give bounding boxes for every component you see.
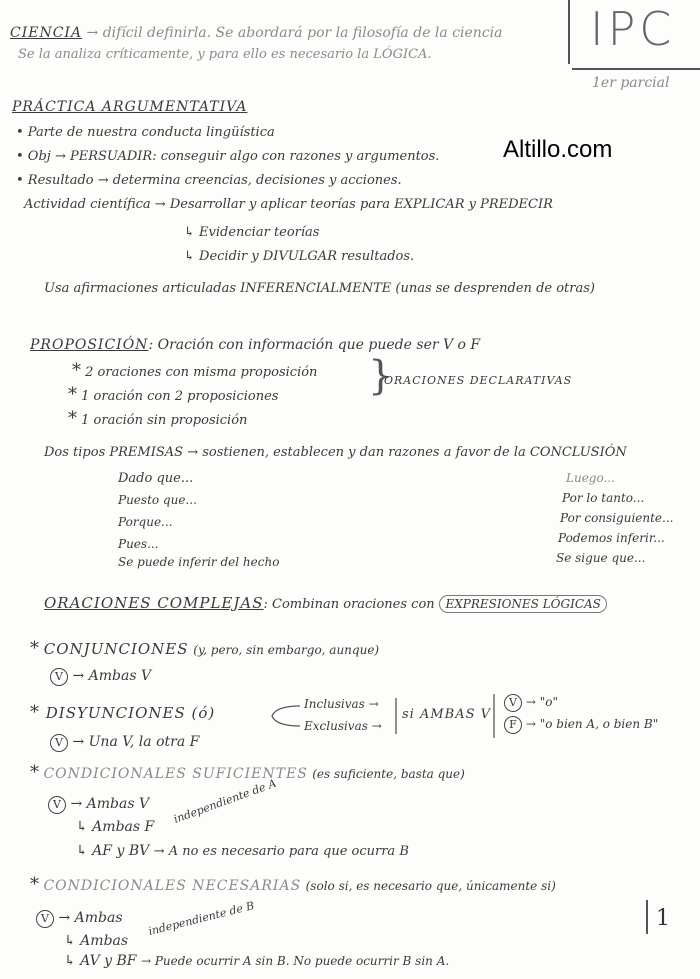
proposicion-item-3: * 1 oración sin proposición — [68, 408, 248, 429]
course-subtitle: 1er parcial — [592, 75, 670, 91]
v-circle-icon: V — [504, 694, 522, 712]
premisa-left-4: Pues... — [118, 537, 159, 551]
star-icon: * — [30, 638, 39, 659]
star-icon: * — [68, 408, 77, 429]
practica-bullet-2: • Obj → PERSUADIR: conseguir algo con razones y argumentos. — [16, 149, 440, 164]
proposicion-item-1: * 2 oraciones con misma proposición — [72, 360, 318, 381]
ciencia-term: CIENCIA — [10, 25, 83, 41]
conclusion-right-4: Podemos inferir... — [558, 531, 665, 545]
suficientes-row-1: V → Ambas V — [48, 796, 149, 814]
suficientes-note: independiente de A — [171, 776, 279, 826]
necesarias-row-3: ↳ AV y BF → Puede ocurrir A sin B. No puede ocurrir B sin A. — [64, 953, 450, 969]
actividad-line: Actividad científica → Desarrollar y aplicar teorías para EXPLICAR y PREDECIR — [24, 197, 553, 212]
premisa-left-1: Dado que... — [118, 471, 194, 486]
disyunciones-title: DISYUNCIONES (ó) — [45, 704, 216, 722]
conjunciones-paren: (y, pero, sin embargo, aunque) — [193, 643, 380, 657]
inclusivas-label: Inclusivas → — [304, 697, 379, 711]
si-ambas-v: si AMBAS V — [402, 707, 492, 722]
inclusiva-result: V → "o" — [504, 694, 558, 712]
star-icon: * — [30, 762, 39, 783]
conclusion-right-3: Por consiguiente... — [560, 511, 674, 525]
star-icon: * — [30, 874, 39, 895]
suficientes-paren: (es suficiente, basta que) — [312, 767, 465, 781]
necesarias-line — [30, 876, 556, 894]
suficientes-row-2: ↳ Ambas F — [76, 819, 155, 835]
usa-line: Usa afirmaciones articuladas INFERENCIALMENTE (unas se desprenden de otras) — [44, 281, 595, 296]
complejas-def: : Combinan oraciones con — [263, 597, 435, 612]
complejas-title: ORACIONES COMPLEJAS — [44, 594, 264, 612]
conclusion-right-1: Luego... — [566, 471, 615, 485]
necesarias-row-2: ↳ Ambas — [64, 933, 129, 949]
ciencia-definition: → difícil definirla. Se abordará por la filosofía de la ciencia — [86, 25, 503, 41]
actividad-sub-2: ↳ Decidir y DIVULGAR resultados. — [184, 249, 415, 264]
star-icon: * — [72, 360, 81, 381]
practica-bullet-3: • Resultado → determina creencias, decisiones y acciones. — [16, 173, 402, 188]
premisas-line: Dos tipos PREMISAS → sostienen, establecen y dan razones a favor de la CONCLUSIÓN — [44, 445, 627, 460]
page-number-divider — [646, 900, 648, 934]
necesarias-title: CONDICIONALES NECESARIAS — [43, 878, 302, 894]
practica-title: PRÁCTICA ARGUMENTATIVA — [12, 99, 248, 115]
necesarias-note: independiente de B — [147, 899, 256, 938]
oraciones-declarativas: ORACIONES DECLARATIVAS — [384, 374, 573, 387]
premisa-left-3: Porque... — [118, 515, 173, 529]
star-icon: * — [68, 384, 77, 405]
v-circle-icon: V — [48, 796, 66, 814]
exclusivas-label: Exclusivas → — [304, 719, 382, 733]
exclusiva-result: F → "o bien A, o bien B" — [504, 716, 658, 734]
star-icon: * — [30, 702, 40, 723]
premisa-left-2: Puesto que... — [118, 493, 197, 507]
conjunciones-row-1: V → Ambas V — [50, 668, 151, 686]
v-circle-icon: V — [36, 910, 54, 928]
actividad-sub-1: ↳ Evidenciar teorías — [184, 225, 320, 240]
disyunciones-row-1: V → Una V, la otra F — [50, 734, 199, 752]
necesarias-paren: (solo si, es necesario que, únicamente si) — [305, 879, 556, 893]
proposicion-label: PROPOSICIÓN — [30, 337, 149, 353]
suficientes-title: CONDICIONALES SUFICIENTES — [43, 766, 308, 782]
expresiones-logicas-box: EXPRESIONES LÓGICAS — [439, 595, 606, 613]
course-title: IPC — [590, 2, 676, 56]
suficientes-line — [30, 764, 465, 782]
v-circle-icon: V — [50, 734, 68, 752]
header-line2: Se la analiza críticamente, y para ello es necesario la LÓGICA. — [18, 47, 432, 62]
conclusion-right-2: Por lo tanto... — [562, 491, 645, 505]
necesarias-row-1: V → Ambas — [36, 910, 123, 928]
page-number: 1 — [656, 906, 670, 931]
proposicion-item-2: * 1 oración con 2 proposiciones — [68, 384, 279, 405]
suficientes-row-3: ↳ AF y BV → A no es necesario para que ocurra B — [76, 843, 409, 859]
watermark: Altillo.com — [503, 136, 613, 163]
conclusion-right-5: Se sigue que... — [556, 551, 646, 565]
brace-icon: } — [368, 353, 394, 399]
conjunciones-title: CONJUNCIONES — [43, 640, 189, 658]
practica-bullet-1: • Parte de nuestra conducta lingüística — [16, 125, 275, 140]
v-circle-icon: V — [50, 668, 68, 686]
f-circle-icon: F — [504, 716, 522, 734]
premisa-left-5: Se puede inferir del hecho — [118, 555, 280, 569]
proposicion-def: : Oración con información que puede ser V o F — [148, 337, 481, 353]
